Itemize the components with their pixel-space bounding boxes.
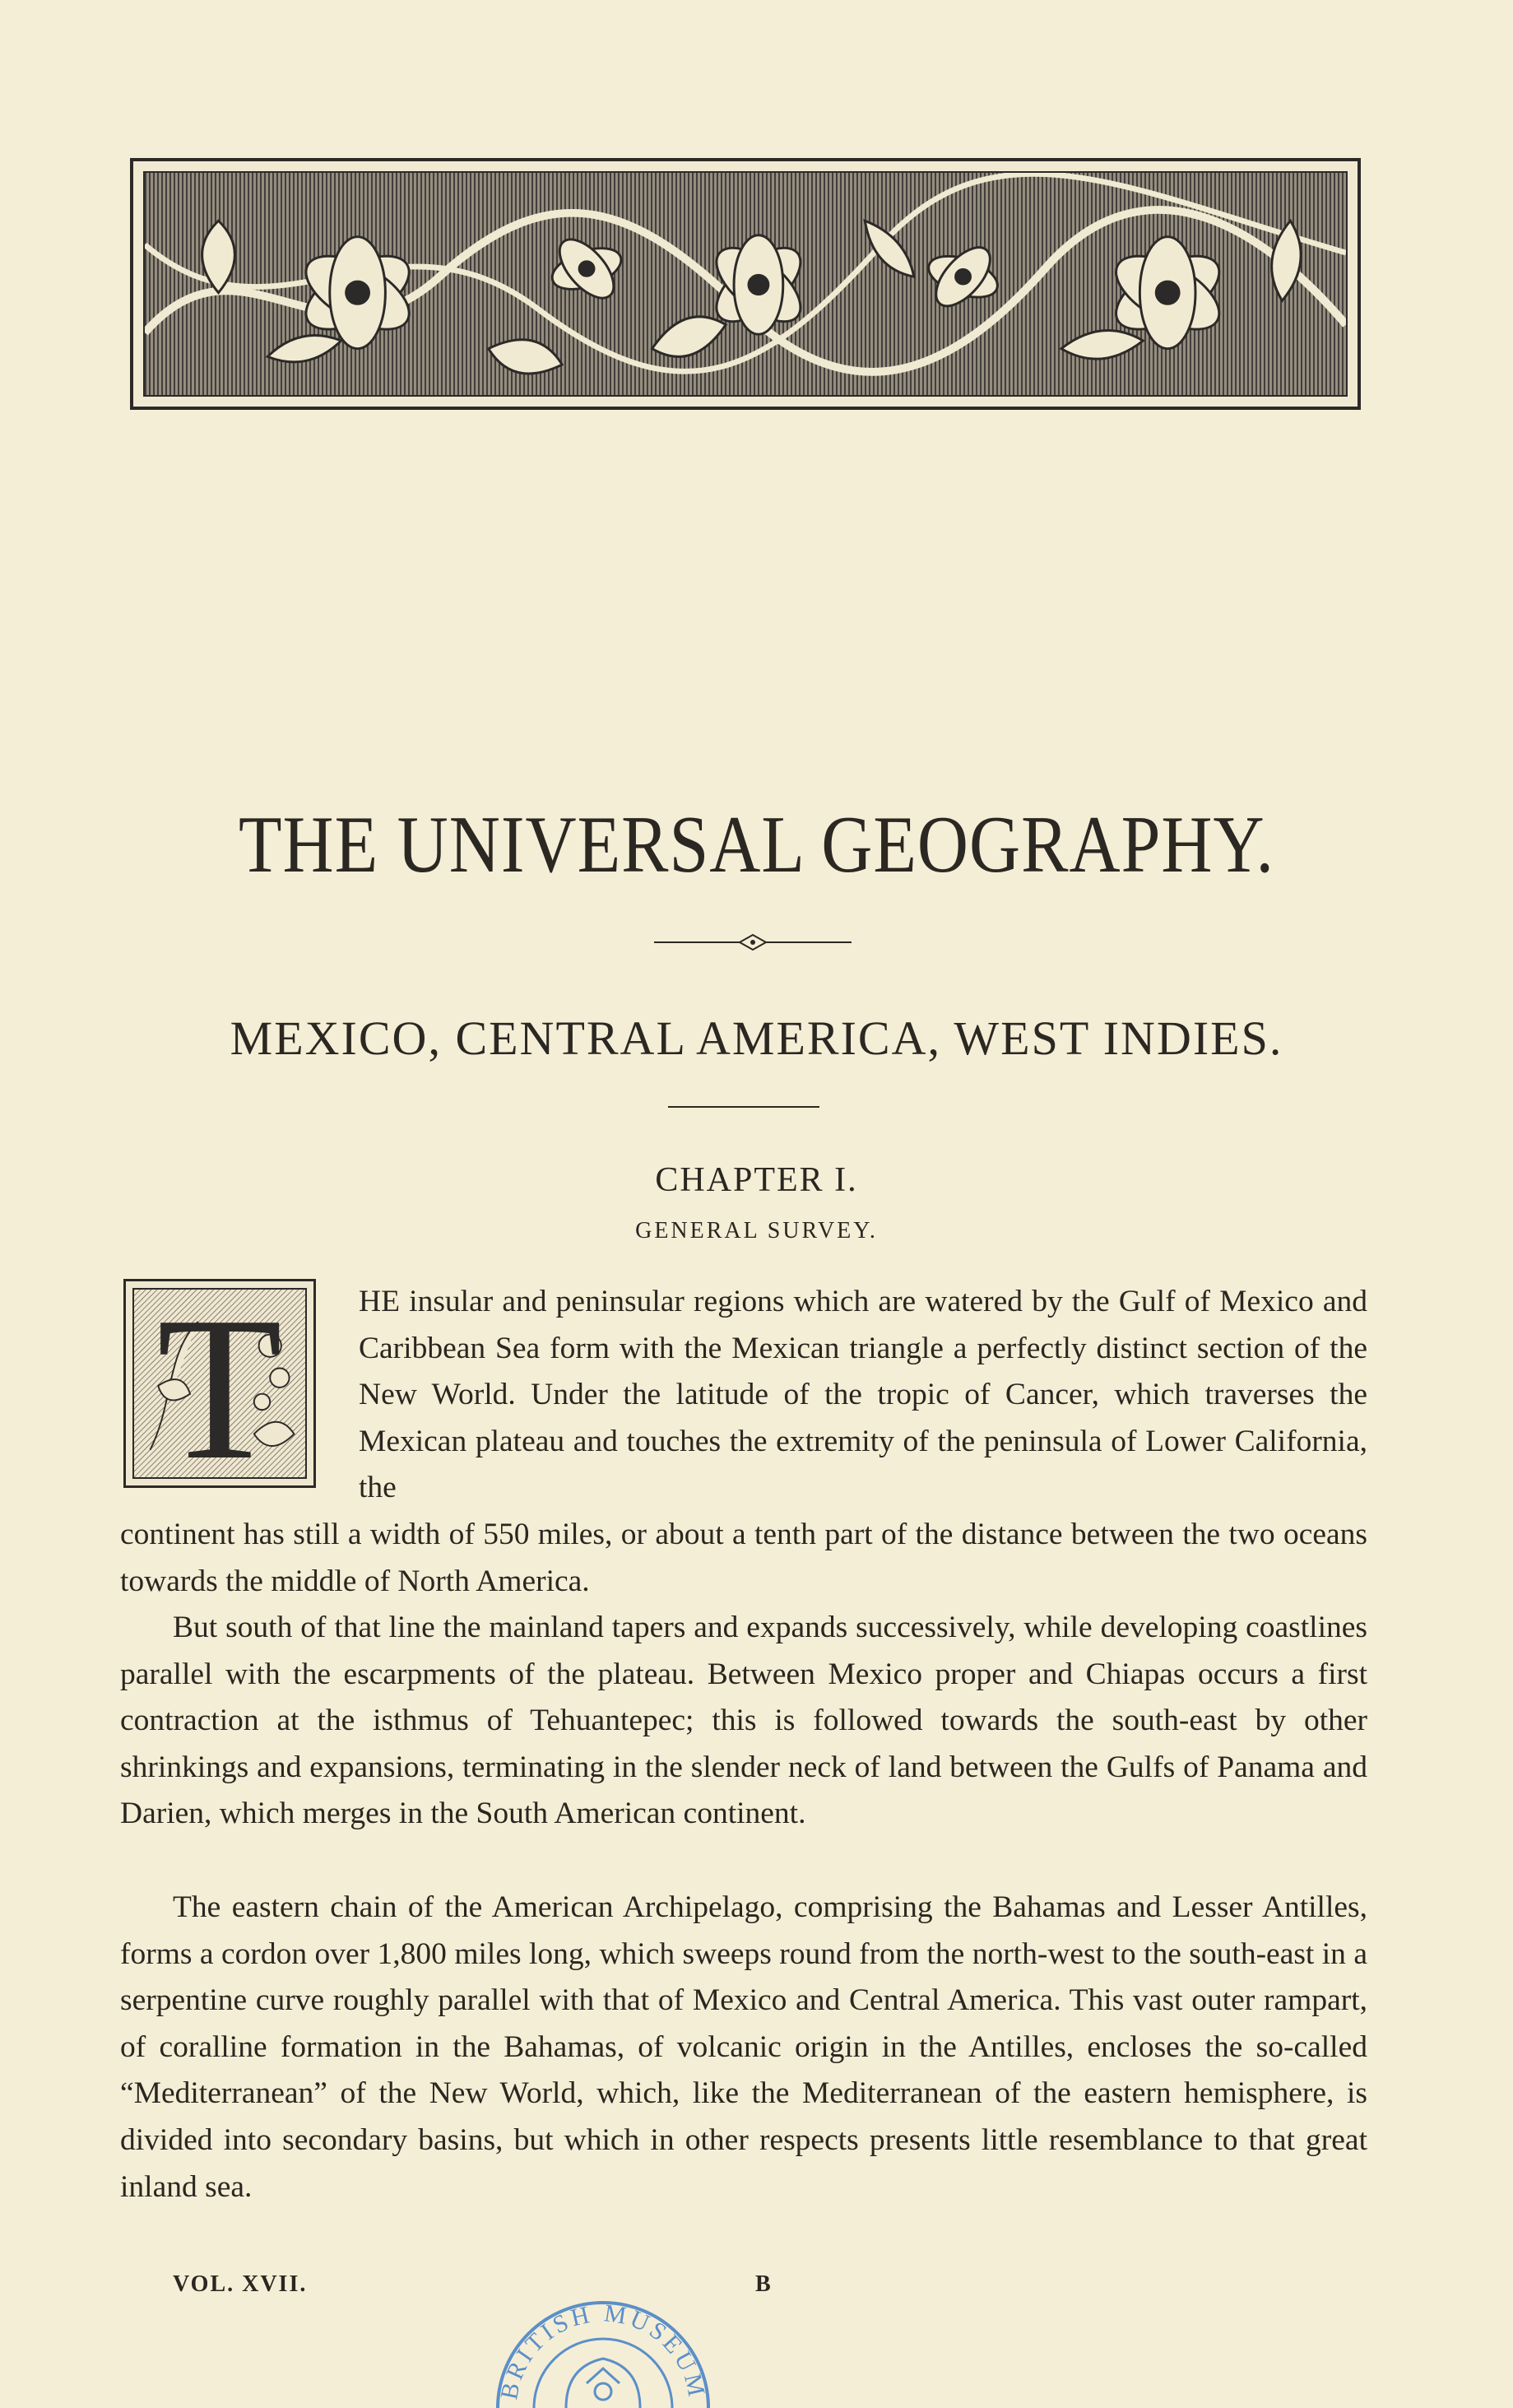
illuminated-drop-cap — [123, 1279, 316, 1488]
volume-subtitle: MEXICO, CENTRAL AMERICA, WEST INDIES. — [230, 1011, 1283, 1065]
paragraph-3: The eastern chain of the American Archipelago, comprising the Bahamas and Lesser Antilles, forms a cordon over 1,800 miles long, which sweeps round from the north-west to the south-east in a serpentine curve roughly parallel with that of Mexico and Central America. This vast outer rampart, of coralline formation in the Bahamas, of volcanic origin in the Antilles, encloses the so-called “Mediterranean” of the New World, which, like the Mediterranean of the eastern hemisphere, is divided into secondary basins, but which in other respects presents little resemblance to that great inland sea. — [120, 1890, 1367, 2204]
diamond-divider-icon — [654, 930, 852, 955]
ornamental-header-band — [130, 158, 1361, 410]
floral-engraving — [143, 171, 1348, 397]
drop-cap-letter: T — [156, 1288, 283, 1479]
paragraph-1-intro: HE insular and peninsular regions which are watered by the Gulf of Mexico and Caribbean Sea form with the Mexican triangle a perfectly distinct section of the New World. Under the latitude of the tropic of Cancer, which traverses the Mexican plateau and touches the extremity of the peninsula of Lower California, the — [359, 1285, 1367, 1505]
horizontal-rule — [668, 1106, 819, 1108]
signature-mark: B — [755, 2271, 771, 2297]
section-heading: GENERAL SURVEY. — [635, 1218, 878, 1244]
svg-text:BRITISH MUSEUM: BRITISH MUSEUM — [495, 2299, 712, 2402]
paragraph-1-continuation: continent has still a width of 550 miles, or about a tenth part of the distance between the two oceans towards the middle of North America. — [120, 1518, 1367, 1598]
lily-vine-ornament-icon — [145, 173, 1346, 395]
volume-number: VOL. XVII. — [173, 2271, 308, 2297]
chapter-heading: CHAPTER I. — [655, 1161, 858, 1199]
library-stamp-icon — [484, 2293, 722, 2408]
paragraph-2: But south of that line the mainland tapers and expands successively, while developing coastlines parallel with the escarpments of the plateau. Between Mexico proper and Chiapas occurs a first contraction at the isthmus of Tehuantepec; this is followed towards the south-east by other shrinkings and expansions, terminating in the slender neck of land between the Gulfs of Panama and Darien, which merges in the South American continent. — [120, 1611, 1367, 1831]
book-title: THE UNIVERSAL GEOGRAPHY. — [238, 798, 1275, 890]
